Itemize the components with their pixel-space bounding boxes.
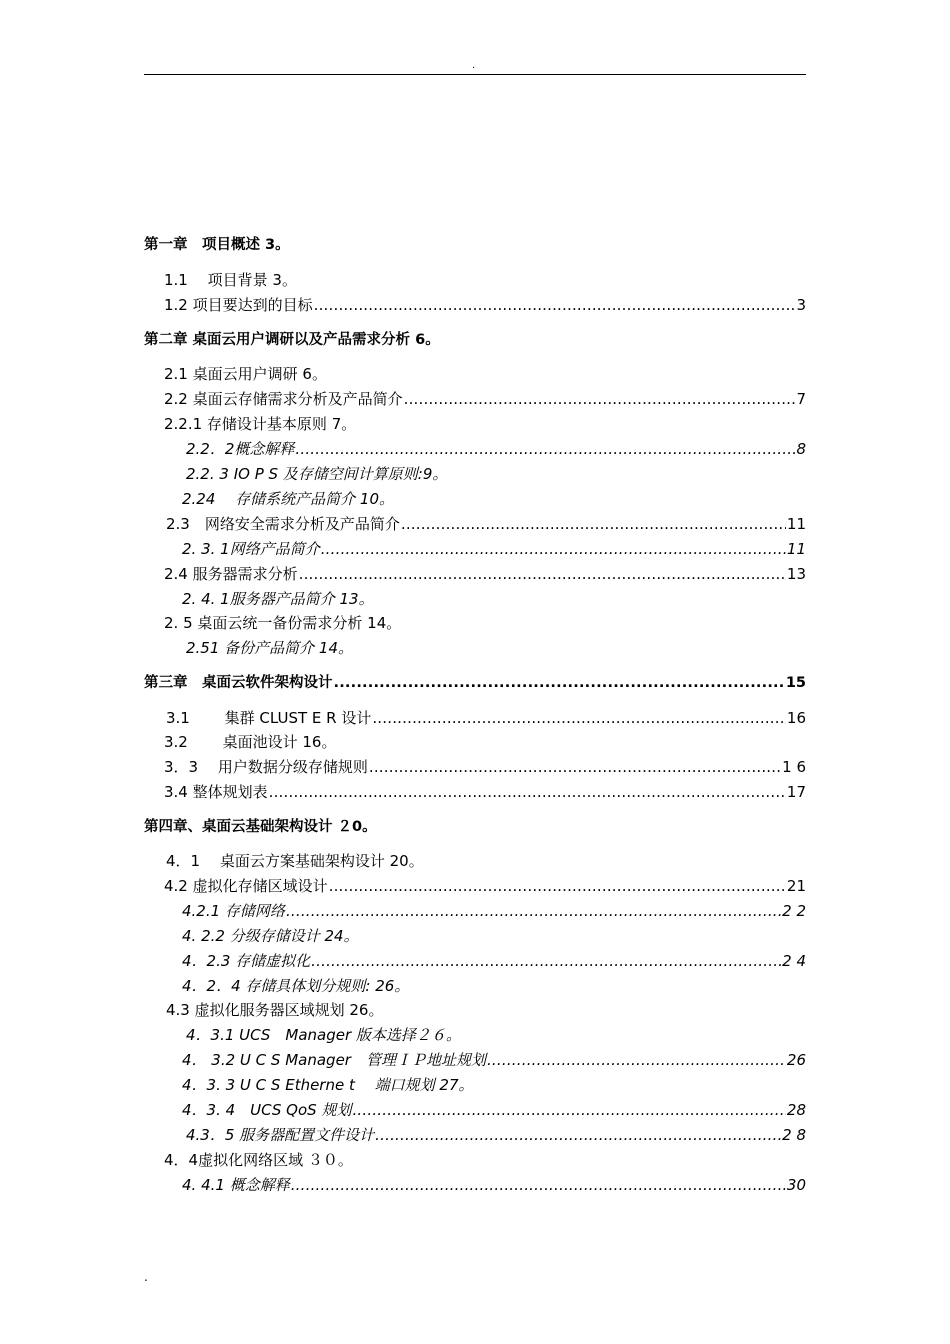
toc-entry-title: 1.1 项目背景 3 [164, 271, 282, 289]
toc-chapter-entry[interactable] [144, 672, 806, 694]
toc-page-number: 2 4 [782, 952, 806, 970]
toc-page-number: 16 [786, 709, 806, 727]
toc-entry-title: 2. 5 桌面云统一备份需求分析 14 [164, 614, 387, 632]
toc-page-number: 21 [786, 877, 806, 895]
toc-page-number: 7 [796, 390, 806, 408]
toc-entry-title: 2.24 存储系统产品简介 10 [182, 490, 380, 508]
toc-entry-tail: 。 [341, 415, 357, 433]
toc-entry-title: 4.2 虚拟化存储区域设计 [164, 877, 328, 895]
toc-page-number: 28 [786, 1101, 806, 1119]
toc-entry[interactable] [182, 900, 806, 922]
toc-entry-title: 第四章、桌面云基础架构设计 ２0 [144, 819, 363, 835]
toc-entry-tail: 。 [362, 818, 377, 835]
toc-entry-title: 2.51 备份产品简介 14 [186, 639, 339, 657]
toc-entry-tail: 。 [275, 236, 290, 253]
toc-page-number: 26 [786, 1051, 806, 1069]
toc-page-number: 30 [786, 1176, 806, 1194]
dot-leader [286, 900, 781, 922]
toc-entry-title: 4．3.1 UCS Manager 版本选择２６ [186, 1026, 446, 1044]
dot-leader [299, 563, 786, 585]
toc-entry-title: 4．2．4 存储具体划分规则: 26 [182, 977, 395, 995]
toc-entry-title: 4.3 虚拟化服务器区域规划 26 [166, 1001, 369, 1019]
header-rule [144, 74, 806, 75]
toc-page-number: 13 [786, 565, 806, 583]
toc-entry-title: 1.2 项目要达到的目标 [164, 296, 313, 314]
toc-entry-tail: 。 [425, 331, 440, 348]
toc-entry-title: 4.3．5 服务器配置文件设计 [186, 1126, 375, 1144]
toc-entry-tail: 。 [379, 490, 395, 508]
toc-page-number: 11 [786, 540, 806, 558]
dot-leader [372, 707, 786, 729]
toc-entry[interactable] [164, 363, 327, 385]
toc-page-number: 8 [796, 440, 806, 458]
header-mark: . [472, 60, 476, 71]
toc-entry[interactable] [164, 563, 806, 585]
toc-entry-tail: 。 [338, 639, 354, 657]
toc-page-number: 1 6 [782, 758, 806, 776]
dot-leader [369, 756, 781, 778]
dot-leader [321, 538, 786, 560]
toc-entry[interactable] [166, 513, 806, 535]
footer-mark: . [144, 1270, 148, 1284]
toc-entry-tail: 。 [368, 1001, 384, 1019]
toc-entry[interactable] [182, 538, 806, 560]
toc-entry-title: 2.1 桌面云用户调研 6 [164, 365, 312, 383]
toc-entry-title: 3．3 用户数据分级存储规则 [164, 758, 368, 776]
toc-entry[interactable] [164, 612, 401, 634]
toc-entry-title: 4． 3.2 U C S Manager 管理ＩＰ地址规划 [182, 1051, 486, 1069]
dot-leader [291, 1174, 786, 1196]
toc-entry-title: 4．2.3 存储虚拟化 [182, 952, 311, 970]
toc-entry-title: 第一章 项目概述 3 [144, 237, 276, 253]
toc-entry[interactable] [182, 925, 359, 947]
toc-entry-tail: 。 [394, 977, 410, 995]
toc-entry-title: 4．3. 3 U C S Etherne t 端口规划 27 [182, 1076, 459, 1094]
dot-leader [334, 672, 785, 694]
toc-entry-tail: 。 [408, 852, 424, 870]
dot-leader [329, 875, 786, 897]
toc-entry-title: 4. 2.2 分级存储设计 24 [182, 927, 344, 945]
toc-entry-tail: 。 [432, 465, 448, 483]
toc-entry[interactable] [182, 488, 394, 510]
toc-entry[interactable] [164, 731, 337, 753]
toc-entry-title: 4. 4.1 概念解释 [182, 1176, 290, 1194]
toc-entry-title: 第二章 桌面云用户调研以及产品需求分析 6 [144, 332, 426, 348]
toc-entry[interactable] [182, 950, 806, 972]
toc-entry-title: 2.4 服务器需求分析 [164, 565, 298, 583]
toc-chapter-entry[interactable] [144, 234, 290, 256]
dot-leader [295, 438, 795, 460]
toc-entry-tail: 。 [458, 1076, 474, 1094]
toc-entry-tail: 。 [386, 614, 402, 632]
toc-entry[interactable] [182, 588, 374, 610]
toc-entry-title: 2.3 网络安全需求分析及产品简介 [166, 515, 400, 533]
toc-entry-title: 2.2. 3 IO P S 及存储空间计算原则:9 [186, 465, 433, 483]
toc-entry-title: 4.2.1 存储网络 [182, 902, 285, 920]
toc-entry-title: 第三章 桌面云软件架构设计 [144, 675, 333, 691]
toc-entry-title: 3.1 集群 CLUST E R 设计 [166, 709, 372, 727]
toc-page-number: 2 8 [782, 1126, 806, 1144]
toc-entry-title: 4．3. 4 UCS QoS 规划 [182, 1101, 352, 1119]
toc-entry-title: 2.2 桌面云存储需求分析及产品简介 [164, 390, 403, 408]
toc-entry-title: 4．1 桌面云方案基础架构设计 20 [166, 852, 409, 870]
toc-entry[interactable] [164, 413, 356, 435]
toc-entry[interactable] [166, 850, 424, 872]
toc-entry-title: 2.2．2概念解释 [186, 440, 295, 458]
toc-entry[interactable] [182, 975, 409, 997]
toc-entry[interactable] [186, 1024, 461, 1046]
toc-entry-tail: 。 [321, 733, 337, 751]
toc-page-number: 17 [786, 783, 806, 801]
toc-entry[interactable] [164, 875, 806, 897]
toc-entry[interactable] [186, 463, 447, 485]
toc-entry-tail: 。 [343, 927, 359, 945]
dot-leader [401, 513, 786, 535]
toc-entry[interactable] [182, 1074, 474, 1096]
toc-entry-title: 2. 4. 1服务器产品简介 13 [182, 590, 359, 608]
toc-entry-title: 3.4 整体规划表 [164, 783, 268, 801]
toc-entry-title: 3.2 桌面池设计 16 [164, 733, 322, 751]
toc-entry-tail: 。 [358, 590, 374, 608]
toc-entry[interactable] [166, 707, 806, 729]
toc-page-number: 11 [786, 515, 806, 533]
toc-entry-title: 2. 3. 1网络产品简介 [182, 540, 320, 558]
toc-page-number: 15 [785, 675, 806, 691]
toc-entry-title: 2.2.1 存储设计基本原则 7 [164, 415, 342, 433]
toc-entry-tail: 。 [337, 1151, 353, 1169]
toc-entry[interactable] [164, 756, 806, 778]
toc-entry[interactable] [164, 294, 806, 316]
dot-leader [352, 1099, 785, 1121]
toc-entry-title: 4．4虚拟化网络区域 ３０ [164, 1151, 338, 1169]
dot-leader [311, 950, 781, 972]
toc-entry-tail: 。 [311, 365, 327, 383]
toc-entry[interactable] [186, 637, 353, 659]
toc-entry[interactable] [166, 999, 384, 1021]
toc-entry-tail: 。 [445, 1026, 461, 1044]
toc-entry-tail: 。 [281, 271, 297, 289]
toc-entry[interactable] [186, 1124, 806, 1146]
dot-leader [375, 1124, 781, 1146]
dot-leader [314, 294, 796, 316]
dot-leader [269, 781, 786, 803]
toc-page-number: 2 2 [782, 902, 806, 920]
toc-entry[interactable] [164, 1149, 353, 1171]
toc-chapter-entry[interactable] [144, 329, 440, 351]
toc-page-number: 3 [796, 296, 806, 314]
toc-entry[interactable] [182, 1099, 806, 1121]
toc-chapter-entry[interactable] [144, 816, 377, 838]
toc-entry[interactable] [186, 438, 806, 460]
dot-leader [404, 388, 796, 410]
toc-entry[interactable] [182, 1049, 806, 1071]
toc-entry[interactable] [164, 388, 806, 410]
toc-entry[interactable] [164, 781, 806, 803]
toc-entry[interactable] [164, 269, 297, 291]
toc-entry[interactable] [182, 1174, 806, 1196]
dot-leader [487, 1049, 786, 1071]
